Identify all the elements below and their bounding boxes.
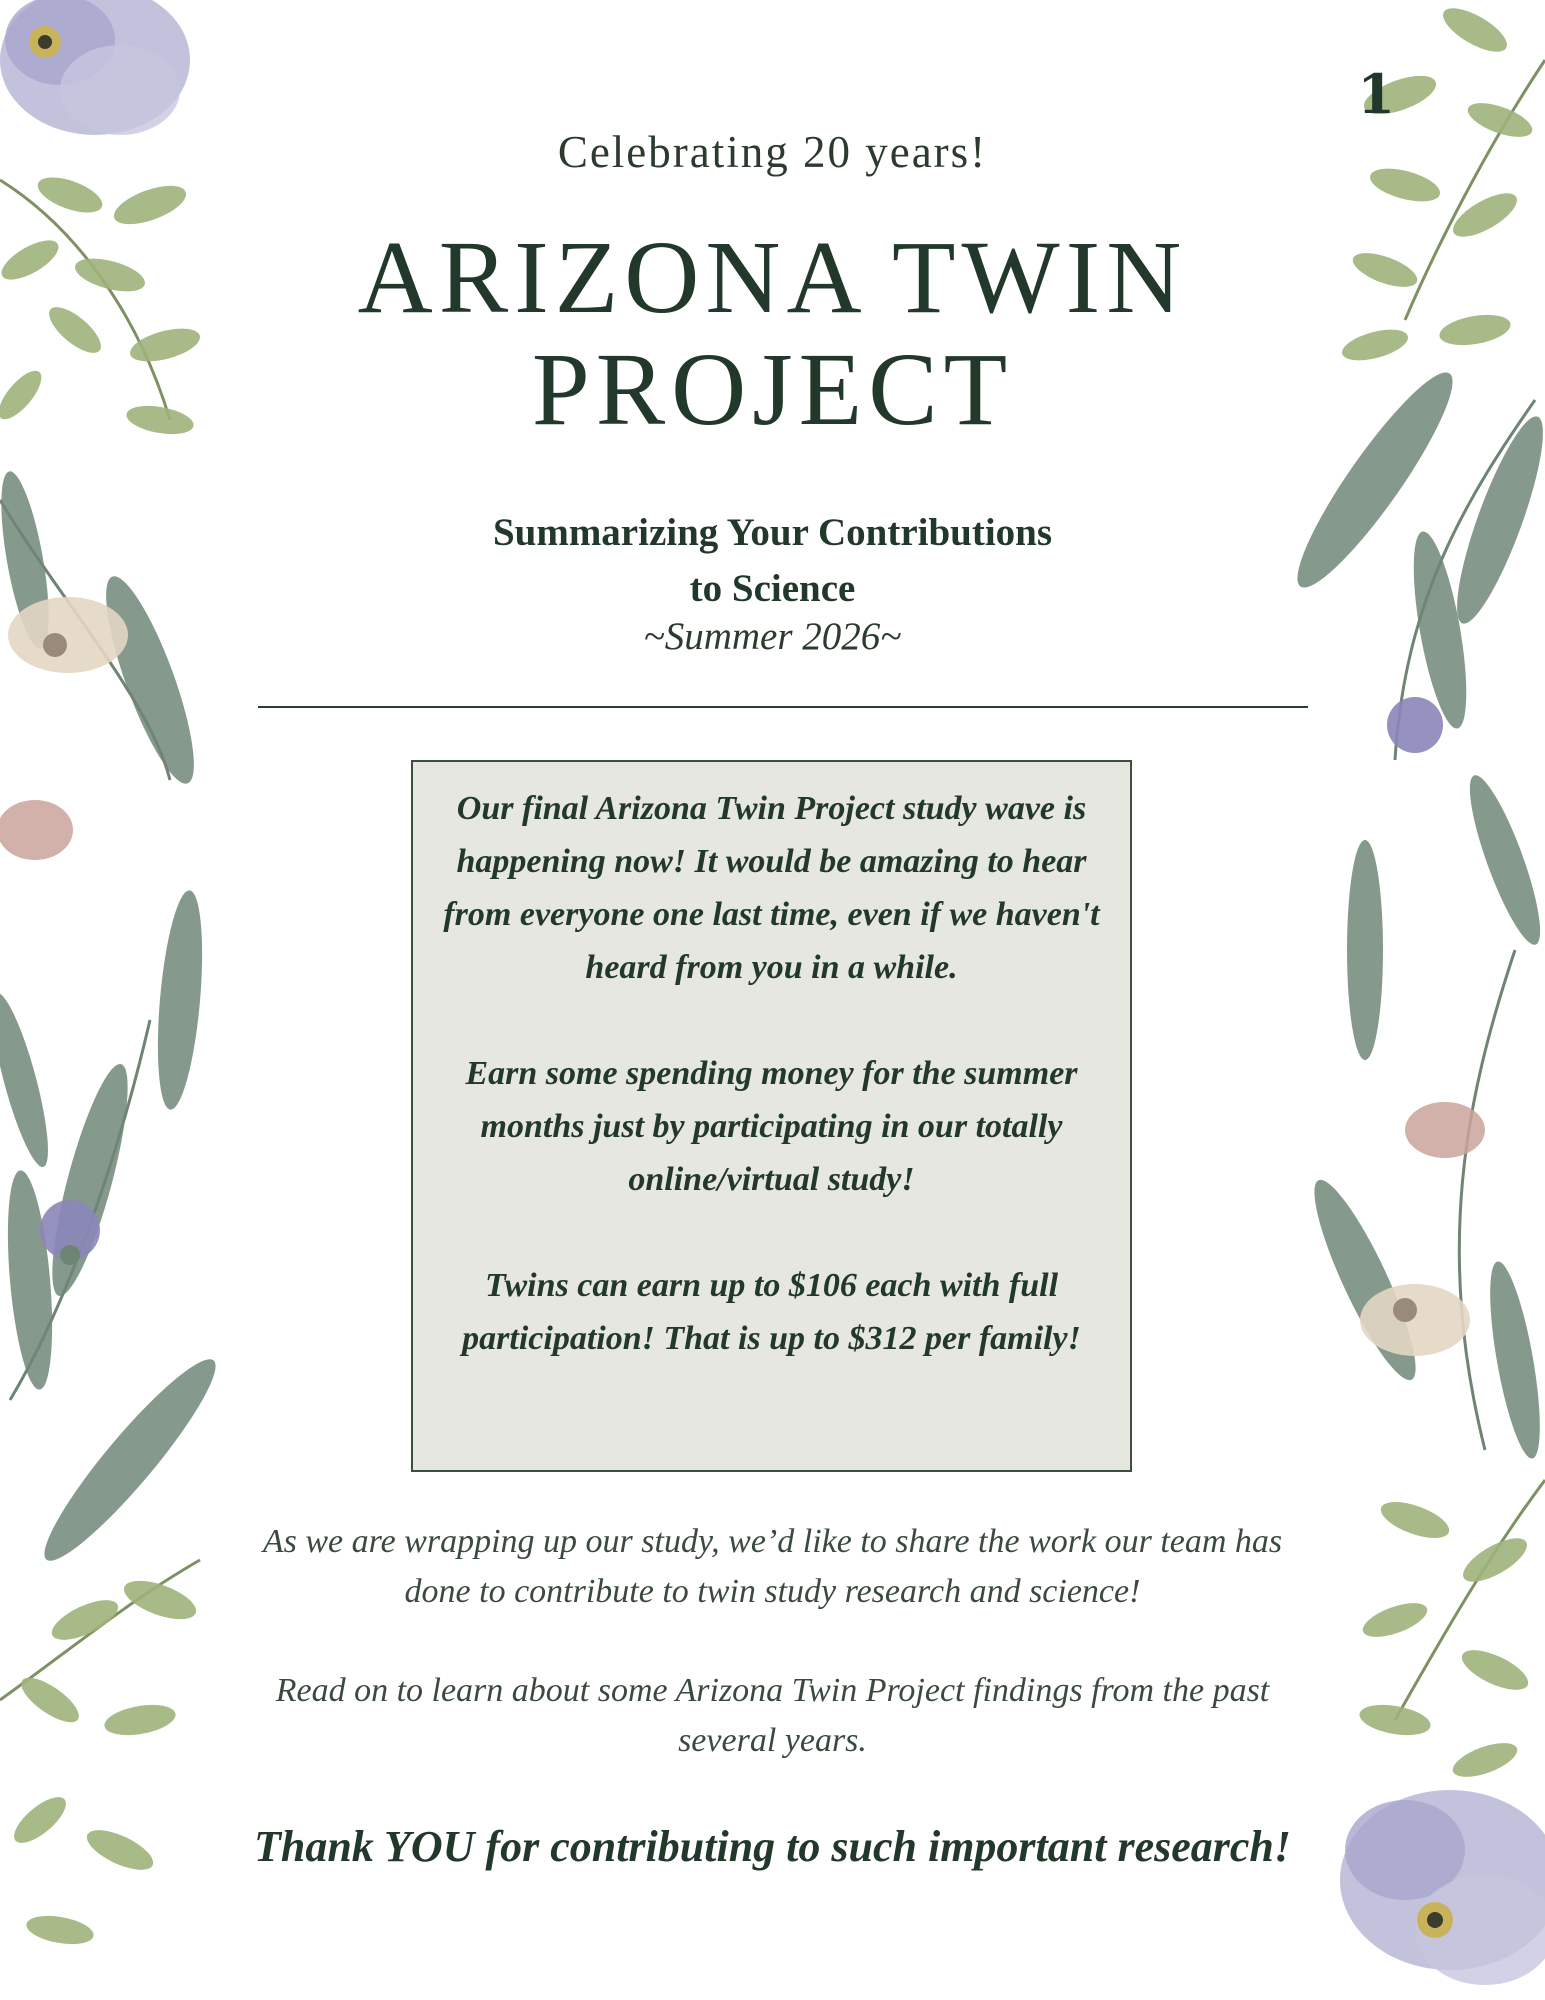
thank-you-message: Thank YOU for contributing to such important research!	[253, 1822, 1292, 1871]
purple-flower-icon	[1340, 1790, 1545, 1985]
subtitle	[240, 505, 1305, 617]
season-label: ~Summer 2026~	[643, 615, 902, 658]
title-line-1: ARIZONA TWIN	[357, 220, 1188, 335]
floral-border-right	[1285, 0, 1545, 2000]
divider	[258, 706, 1308, 708]
study-info-box	[411, 760, 1132, 1472]
floral-border-left	[0, 0, 260, 2000]
page-number: 1	[1357, 62, 1395, 126]
wrap-up-paragraph: As we are wrapping up our study, we’d like to share the work our team has done to contribute to twin study research and science!	[262, 1523, 1283, 1610]
compensation-paragraph: Twins can earn up to $106 each with full participation! That is up to $312 per family!	[462, 1267, 1081, 1357]
read-on-paragraph: Read on to learn about some Arizona Twin Project findings from the past several years.	[275, 1672, 1270, 1759]
subtitle-line-2: to Science	[689, 567, 856, 610]
blossom-icon	[1360, 697, 1485, 1356]
title-line-2: PROJECT	[531, 332, 1014, 447]
study-wave-paragraph: Our final Arizona Twin Project study wave is happening now! It would be amazing to hear from everyone one last time, even if we haven't heard from you in a while.	[443, 790, 1100, 986]
subtitle-line-1: Summarizing Your Contributions	[492, 511, 1053, 554]
earn-money-paragraph: Earn some spending money for the summer months just by participating in our totally online/virtual study!	[465, 1055, 1078, 1198]
page-title	[240, 222, 1305, 446]
anniversary-tagline: Celebrating 20 years!	[557, 127, 988, 177]
purple-flower-icon	[0, 0, 190, 135]
